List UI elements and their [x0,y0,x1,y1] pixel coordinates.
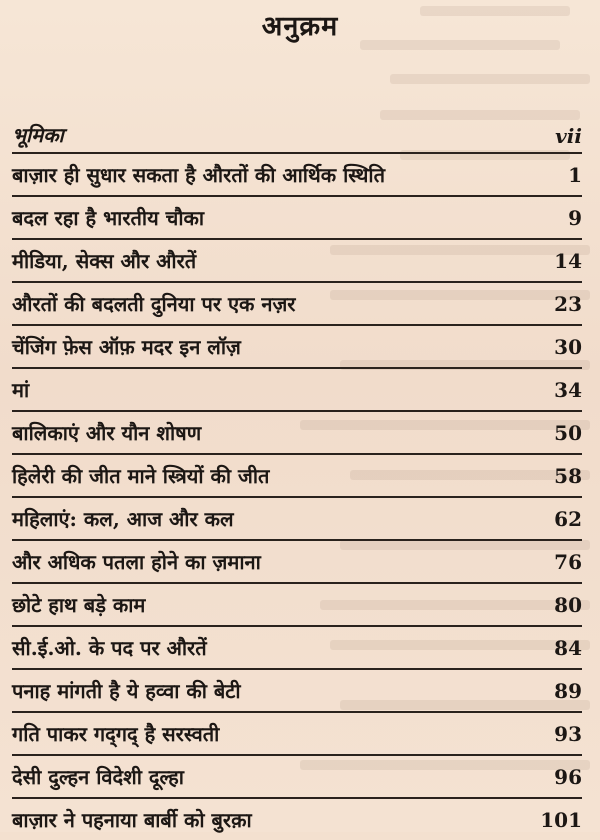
toc-entry[interactable] [12,627,582,668]
toc-entry-title: छोटे हाथ बड़े काम [12,593,146,617]
toc-entry-page: 50 [554,420,582,445]
toc-entry-page: 96 [554,764,582,789]
toc-entry[interactable] [12,756,582,797]
toc-entry-page: 58 [554,463,582,488]
toc-entry[interactable] [12,369,582,410]
toc-entry-title: बदल रहा है भारतीय चौका [12,206,205,230]
toc-entry-page: 1 [568,162,582,187]
toc-entry[interactable] [12,455,582,496]
toc-entry-title: पनाह मांगती है ये हव्वा की बेटी [12,679,241,703]
toc-entry-page: 34 [554,377,582,402]
toc-entry-page: 84 [554,635,582,660]
toc-entry-title: बाज़ार ने पहनाया बार्बी को बुरक़ा [12,808,252,832]
toc-entry-title: गति पाकर गद्‌गद् है सरस्वती [12,722,220,746]
toc-entry-page: 89 [554,678,582,703]
toc-entry-page: 23 [554,291,582,316]
toc-entry-page: vii [555,124,582,148]
toc-entry-title: भूमिका [12,123,64,147]
toc-entry-page: 9 [568,205,582,230]
toc-entry[interactable] [12,541,582,582]
page-title: अनुक्रम [261,11,339,42]
toc-entry-title: बाज़ार ही सुधार सकता है औरतों की आर्थिक स्थिति [12,163,386,187]
toc-entry-page: 62 [554,506,582,531]
toc-entry-title: चेंजिंग फ़ेस ऑफ़ मदर इन लॉज़ [12,335,241,359]
toc-entry-title: मीडिया, सेक्स और औरतें [12,249,197,273]
toc-entry[interactable] [12,240,582,281]
toc-entry-page: 14 [554,248,582,273]
toc-entry-title: और अधिक पतला होने का ज़माना [12,550,261,574]
toc-entry-title: हिलेरी की जीत माने स्त्रियों की जीत [12,464,270,488]
toc-entry[interactable] [12,326,582,367]
table-of-contents [12,120,582,840]
toc-entry[interactable] [12,154,582,195]
toc-entry[interactable] [12,670,582,711]
toc-entry[interactable] [12,713,582,754]
toc-entry[interactable] [12,283,582,324]
toc-entry[interactable] [12,498,582,539]
toc-entry-title: देसी दुल्हन विदेशी दूल्हा [12,765,184,789]
toc-entry-page: 93 [554,721,582,746]
toc-entry-title: महिलाएं: कल, आज और कल [12,507,234,531]
toc-entry[interactable] [12,412,582,453]
toc-entry-page: 76 [554,549,582,574]
toc-entry-page: 80 [554,592,582,617]
toc-entry-page: 101 [540,807,582,832]
toc-entry-title: औरतों की बदलती दुनिया पर एक नज़र [12,292,296,316]
toc-entry[interactable] [12,799,582,840]
toc-entry[interactable] [12,584,582,625]
toc-entry[interactable] [12,197,582,238]
toc-entry-title: मां [12,378,30,402]
toc-entry-page: 30 [554,334,582,359]
toc-entry-title: बालिकाएं और यौन शोषण [12,421,202,445]
toc-entry[interactable] [12,120,582,152]
toc-entry-title: सी.ई.ओ. के पद पर औरतें [12,636,207,660]
